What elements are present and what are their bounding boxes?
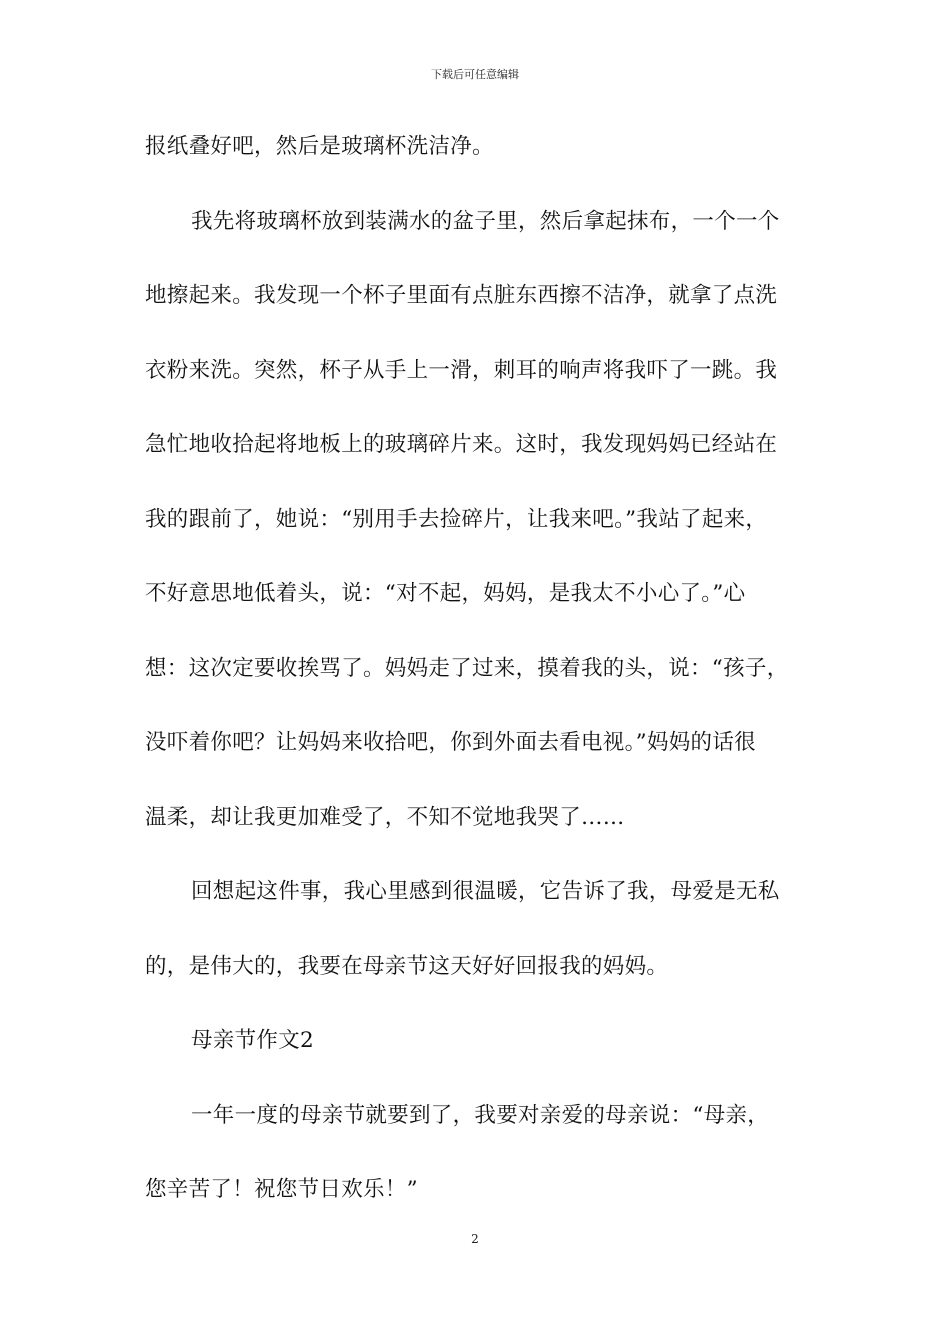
text-line: 地擦起来。我发现一个杯子里面有点脏东西擦不洁净，就拿了点洗: [145, 283, 778, 308]
text-line: 没吓着你吧？让妈妈来收拾吧，你到外面去看电视。”妈妈的话很: [145, 730, 756, 755]
document-body: [145, 122, 825, 1240]
text-line: 衣粉来洗。突然，杯子从手上一滑，刺耳的响声将我吓了一跳。我: [145, 357, 778, 383]
text-line: 的，是伟大的，我要在母亲节这天好好回报我的妈妈。: [145, 953, 669, 979]
text-line: 报纸叠好吧，然后是玻璃杯洗洁净。: [145, 134, 494, 159]
text-line: 我的跟前了，她说：“别用手去捡碎片，让我来吧。”我站了起来，: [145, 506, 768, 532]
text-line: 急忙地收拾起将地板上的玻璃碎片来。这时，我发现妈妈已经站在: [145, 432, 778, 457]
section-heading: 母亲节作文2: [191, 1028, 314, 1053]
text-line: 不好意思地低着头，说：“对不起，妈妈，是我太不小心了。”心: [145, 581, 746, 606]
text-line: 一年一度的母亲节就要到了，我要对亲爱的母亲说：“母亲，: [191, 1102, 770, 1128]
text-line: 我先将玻璃杯放到装满水的盆子里，然后拿起抹布，一个一个: [191, 208, 780, 234]
text-line: 想：这次定要收挨骂了。妈妈走了过来，摸着我的头，说：“孩子，: [145, 655, 789, 681]
text-line: 您辛苦了！祝您节日欢乐！”: [145, 1177, 418, 1202]
text-line: 温柔，却让我更加难受了，不知不觉地我哭了……: [145, 804, 625, 830]
text-line: 回想起这件事，我心里感到很温暖，它告诉了我，母爱是无私: [191, 879, 780, 904]
page-header-note: 下载后可任意编辑: [431, 68, 519, 81]
page-number: 2: [471, 1232, 479, 1246]
